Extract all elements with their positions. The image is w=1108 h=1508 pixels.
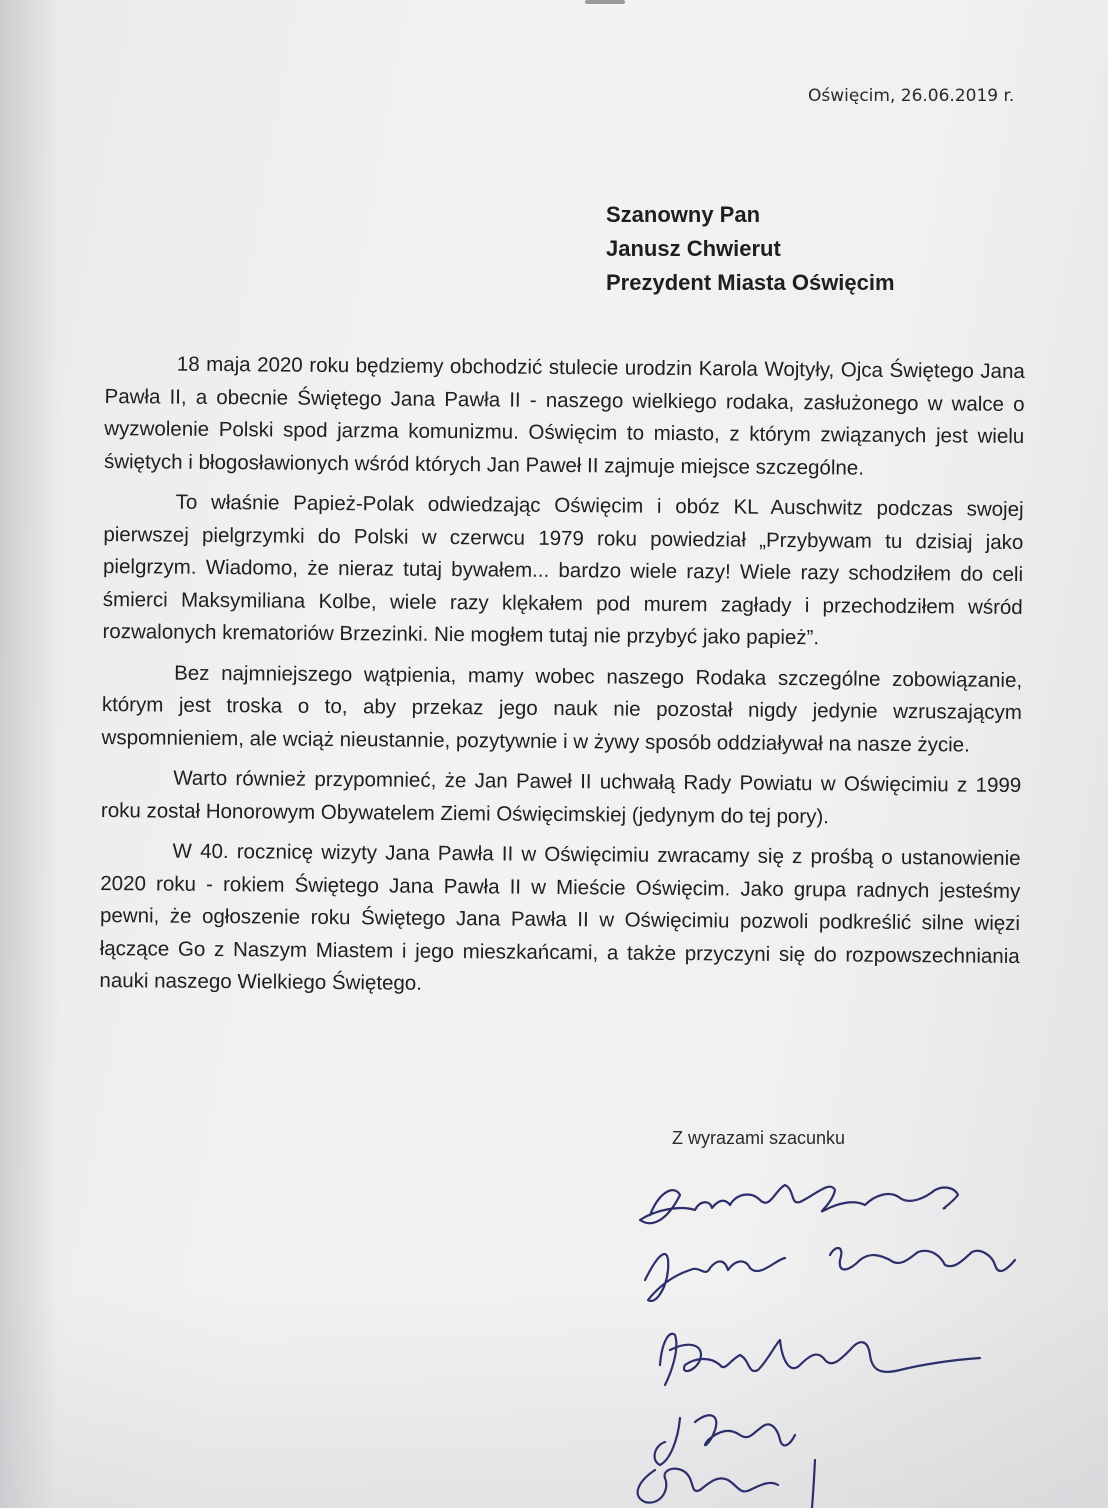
signature-4 bbox=[655, 1415, 795, 1465]
body-paragraph-5: W 40. rocznicę wizyty Jana Pawła II w Oświęcimiu zwracamy się z prośbą o ustanowienie 2020 roku - rokiem Świętego Jana Pawła II w Mieście Oświęcim. Jako grupa radnych jesteśmy pewni, że ogłoszenie roku Świętego Jana Pawła II w Oświęcimiu pozwoli podkreślić silne więzi łączące Go z Naszym Miastem i jego mieszkańcami, a także przyczyni się do rozpowszechniania nauki naszego Wielkiego Świętego. bbox=[99, 839, 1021, 995]
recipient-salutation: Szanowny Pan bbox=[606, 202, 761, 227]
recipient-block bbox=[606, 198, 895, 300]
closing-phrase: Z wyrazami szacunku bbox=[672, 1128, 846, 1148]
recipient-name: Janusz Chwierut bbox=[606, 236, 781, 261]
letter-date: Oświęcim, 26.06.2019 r. bbox=[808, 86, 1015, 106]
body-paragraph-2: To właśnie Papież-Polak odwiedzając Oświęcim i obóz KL Auschwitz podczas swojej pierwszej pielgrzymki do Polski w czerwcu 1979 roku powiedział „Przybywam tu dzisiaj jako pielgrzym. Wiadomo, że nieraz tutaj bywałem... bardzo wiele razy! Wiele razy schodziłem do celi śmierci Maksymiliana Kolbe, wiele razy klękałem pod murem zagłady i przechodziłem wśród rozwalonych krematoriów Brzezinki. Nie mogłem tutaj nie przybyć jako papież”. bbox=[102, 490, 1024, 650]
body-paragraph-3: Bez najmniejszego wątpienia, mamy wobec naszego Rodaka szczególne zobowiązanie, którym jest troska o to, aby przekaz jego nauk nie pozostał nigdy jedynie wzruszającym wspomnieniem, ale wciąż nieustannie, pozytywnie i w żywy sposób oddziaływał na nasze życie. bbox=[101, 661, 1023, 757]
signature-2 bbox=[645, 1248, 1015, 1301]
recipient-title: Prezydent Miasta Oświęcim bbox=[606, 270, 895, 295]
handwritten-signatures bbox=[600, 1160, 1060, 1508]
page-shadow-left bbox=[0, 0, 60, 1508]
signature-1 bbox=[640, 1185, 958, 1223]
signature-3 bbox=[660, 1334, 980, 1385]
body-paragraph-4: Warto również przypomnieć, że Jan Paweł II uchwałą Rady Powiatu w Oświęcimiu z 1999 roku został Honorowym Obywatelem Ziemi Oświęcimskiej (jedynym do tej pory). bbox=[100, 766, 1022, 828]
letter-body bbox=[99, 348, 1025, 1014]
body-paragraph-1: 18 maja 2020 roku będziemy obchodzić stulecie urodzin Karola Wojtyły, Ojca Świętego Jana Pawła II, a obecnie Świętego Jana Pawła II - naszego wielkiego rodaka, zasłużonego w walce o wyzwolenie Polski spod jarzma komunizmu. Oświęcim to miasto, z którym związanych jest wielu świętych i błogosławionych wśród których Jan Paweł II zajmuje miejsce szczególne. bbox=[103, 352, 1025, 480]
signature-5 bbox=[638, 1460, 815, 1508]
top-edge-mark bbox=[585, 0, 625, 4]
